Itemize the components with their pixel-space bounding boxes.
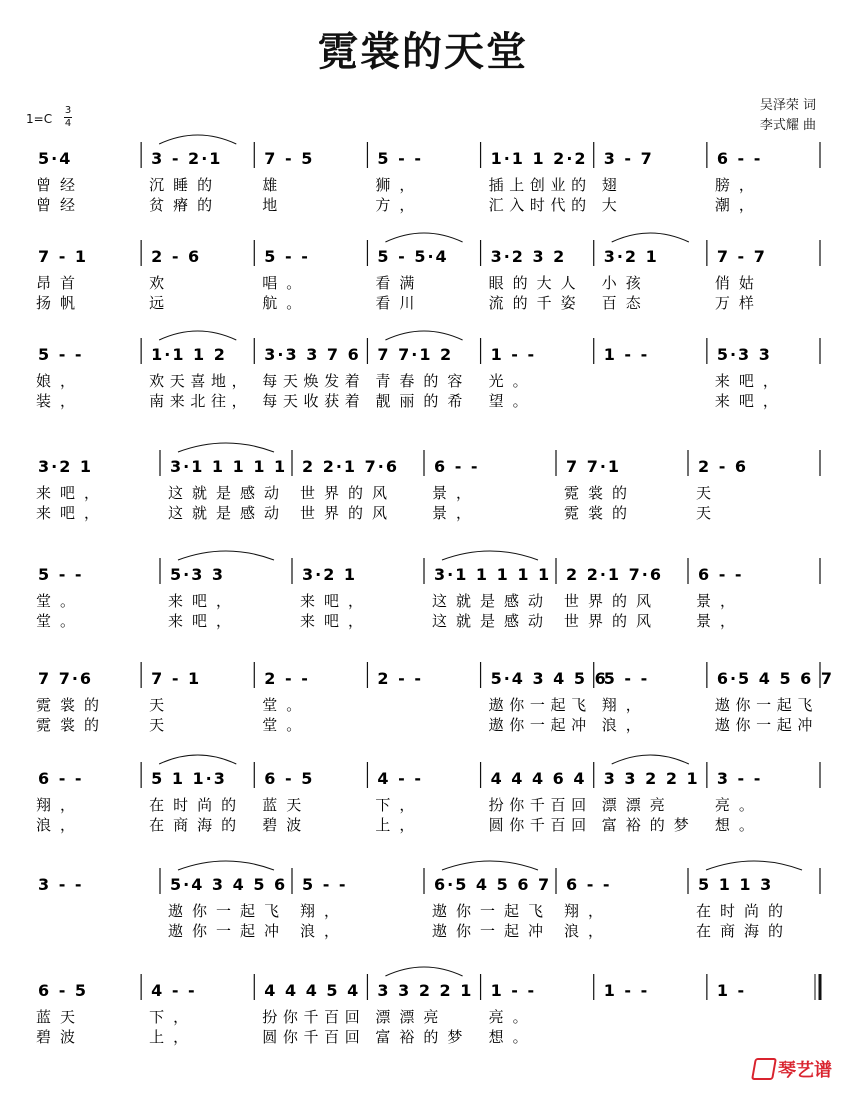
lyric-verse-2: 浪， (601, 716, 650, 734)
lyric-verse-2: 遨你一起冲 (488, 716, 592, 734)
lyric-verse-2: 曾经 (36, 196, 85, 214)
lyric-verse-2: 天 (696, 504, 721, 522)
slur (178, 551, 274, 560)
measure-notes: 1 - (716, 981, 747, 1000)
lyric-verse-1: 翔， (601, 696, 650, 714)
lyric-verse-2: 大 (601, 196, 626, 214)
slur (442, 861, 538, 870)
lyric-verse-2: 碧波 (36, 1028, 85, 1046)
lyric-verse-1: 俏姑 (714, 274, 763, 292)
qinyipu-logo-icon (751, 1058, 777, 1080)
measure-notes: 3·1 1 1 1 1 (170, 457, 288, 476)
measure-notes: 5·3 3 (716, 345, 772, 364)
slur (442, 551, 538, 560)
lyric-verse-1: 青春的容 (375, 372, 472, 390)
measure-notes: 4 4 4 5 4 (264, 981, 361, 1000)
lyric-verse-1: 景， (432, 484, 481, 502)
lyric-verse-2: 潮， (714, 196, 763, 214)
measure-notes: 3·3 3 7 6 (264, 345, 361, 364)
measure-notes: 3·2 3 2 (490, 247, 567, 266)
lyric-verse-2: 霓裳的 (36, 716, 109, 734)
lyric-verse-1: 来吧， (300, 592, 373, 610)
lyric-verse-1: 来吧， (36, 484, 109, 502)
lyric-verse-1: 看满 (375, 274, 424, 292)
measure-notes: 3 3 2 2 1 (377, 981, 474, 1000)
lyric-verse-2: 望。 (488, 392, 537, 410)
lyric-verse-1: 这就是感动 (168, 484, 289, 502)
lyricist-credit: 吴泽荣 词 (759, 98, 816, 113)
lyric-verse-1: 这就是感动 (432, 592, 553, 610)
lyric-verse-1: 膀， (714, 176, 763, 194)
lyric-verse-1: 小孩 (601, 274, 650, 292)
measure-notes: 5 1 1 3 (698, 875, 774, 894)
measure-notes: 7 - 1 (38, 247, 89, 266)
measure-notes: 2 - 6 (151, 247, 202, 266)
slur (385, 967, 462, 976)
lyric-verse-2: 世界的风 (300, 504, 397, 522)
lyric-verse-1: 亮。 (714, 796, 763, 814)
song-title: 霓裳的天堂 (318, 29, 528, 75)
lyric-verse-1: 娘， (36, 372, 85, 390)
lyric-verse-2: 天 (149, 716, 174, 734)
measure-notes: 1 - - (490, 981, 537, 1000)
lyric-verse-2: 圆你千百回 (488, 816, 592, 834)
lyric-verse-2: 南来北往， (149, 392, 253, 410)
measure-notes: 5·4 3 4 5 6 (170, 875, 288, 894)
lyric-verse-1: 天 (696, 484, 721, 502)
lyric-verse-2: 浪， (564, 922, 613, 940)
key-signature: 1=C (26, 112, 53, 126)
measure-notes: 2 2·1 7·6 (566, 565, 663, 584)
measure-notes: 5·3 3 (170, 565, 226, 584)
measure-notes: 3 - - (38, 875, 84, 894)
lyric-verse-2: 在商海的 (149, 816, 246, 834)
lyric-verse-1: 遨你一起飞 (168, 902, 289, 920)
lyric-verse-1: 下， (375, 796, 424, 814)
lyric-verse-2: 百态 (601, 294, 650, 312)
lyric-verse-1: 翔， (300, 902, 349, 920)
lyric-verse-2: 远 (149, 294, 174, 312)
lyric-verse-1: 在时尚的 (696, 902, 793, 920)
measure-notes: 5 - - (38, 565, 84, 584)
measure-notes: 3·2 1 (38, 457, 94, 476)
measure-notes: 7 7·6 (38, 669, 94, 688)
measure-notes: 3·2 1 (302, 565, 358, 584)
lyric-verse-1: 每天焕发着 (262, 372, 366, 390)
lyric-verse-1: 光。 (488, 372, 537, 390)
lyric-verse-2: 景， (696, 612, 745, 630)
measure-notes: 5 1 1·3 (151, 769, 227, 788)
lyric-verse-1: 天 (149, 696, 174, 714)
slur (178, 443, 274, 452)
lyric-verse-2: 富裕的梦 (375, 1028, 472, 1046)
lyric-verse-2: 霓裳的 (564, 504, 637, 522)
time-signature-top: 3 (64, 105, 72, 116)
lyric-verse-1: 漂漂亮 (375, 1008, 448, 1026)
measure-notes: 4 4 4 6 4 (490, 769, 587, 788)
lyric-verse-2: 上， (375, 816, 424, 834)
lyric-verse-2: 浪， (36, 816, 85, 834)
lyric-verse-1: 眼的大人 (488, 274, 585, 292)
lyric-verse-2: 景， (432, 504, 481, 522)
lyric-verse-2: 想。 (488, 1028, 537, 1046)
lyric-verse-2: 靓丽的希 (375, 392, 472, 410)
lyric-verse-2: 这就是感动 (168, 504, 289, 522)
measure-notes: 2 2·1 7·6 (302, 457, 399, 476)
lyric-verse-1: 欢天喜地， (149, 372, 253, 390)
lyric-verse-2: 地 (262, 196, 287, 214)
measure-notes: 6 - - (434, 457, 480, 476)
measure-notes: 6 - 5 (38, 981, 89, 1000)
lyric-verse-1: 堂。 (36, 592, 85, 610)
measure-notes: 2 - - (264, 669, 310, 688)
measure-notes: 6 - - (716, 149, 763, 168)
lyric-verse-1: 遨你一起飞 (488, 696, 592, 714)
measure-notes: 1 - - (490, 345, 537, 364)
measure-notes: 6·5 4 5 6 7 (434, 875, 552, 894)
watermark-text: 琴艺谱 (778, 1060, 832, 1081)
lyric-verse-2: 浪， (300, 922, 349, 940)
measure-notes: 3 3 2 2 1 (603, 769, 700, 788)
lyric-verse-1: 来吧， (168, 592, 241, 610)
lyric-verse-1: 景， (696, 592, 745, 610)
lyric-verse-1: 翅 (601, 176, 626, 194)
lyric-verse-2: 来吧， (300, 612, 373, 630)
slur (178, 861, 274, 870)
measure-notes: 6 - 5 (264, 769, 315, 788)
lyric-verse-1: 翔， (36, 796, 85, 814)
measure-notes: 7 - 1 (151, 669, 202, 688)
lyric-verse-1: 漂漂亮 (601, 796, 674, 814)
lyric-verse-2: 汇入时代的 (488, 196, 592, 214)
lyric-verse-1: 霓裳的 (564, 484, 637, 502)
watermark (753, 1056, 832, 1082)
measure-notes: 6 - - (38, 769, 84, 788)
slur (159, 331, 236, 340)
lyric-verse-2: 富裕的梦 (601, 816, 698, 834)
measure-notes: 5 - - (38, 345, 84, 364)
lyric-verse-2: 这就是感动 (432, 612, 553, 630)
measure-notes: 6 - - (698, 565, 744, 584)
lyric-verse-1: 沉睡的 (149, 176, 222, 194)
measure-notes: 7 - 7 (716, 247, 767, 266)
lyric-verse-2: 贫瘠的 (149, 196, 222, 214)
measure-notes: 3 - - (716, 769, 763, 788)
lyric-verse-1: 蓝天 (262, 796, 311, 814)
composer-credit: 李式耀 曲 (759, 118, 816, 133)
lyric-verse-2: 装， (36, 392, 85, 410)
slur (159, 755, 236, 764)
lyric-verse-1: 遨你一起飞 (432, 902, 553, 920)
time-signature-bottom: 4 (64, 118, 72, 129)
lyric-verse-1: 下， (149, 1008, 198, 1026)
measure-notes: 1 - - (603, 981, 650, 1000)
lyric-verse-1: 曾经 (36, 176, 85, 194)
lyric-verse-1: 遨你一起飞 (714, 696, 819, 714)
measure-notes: 3 - 2·1 (151, 149, 223, 168)
lyric-verse-1: 昂首 (36, 274, 85, 292)
measure-notes: 1·1 1 2·2 (490, 149, 588, 168)
lyric-verse-1: 世界的风 (564, 592, 661, 610)
measure-notes: 6 - - (566, 875, 612, 894)
slur (159, 135, 236, 144)
measure-notes: 2 - - (377, 669, 423, 688)
measure-notes: 3·2 1 (603, 247, 659, 266)
lyric-verse-2: 想。 (714, 816, 763, 834)
lyric-verse-1: 雄 (262, 176, 287, 194)
lyric-verse-1: 插上创业的 (488, 176, 592, 194)
lyric-verse-2: 在商海的 (696, 922, 793, 940)
lyric-verse-2: 来吧， (36, 504, 109, 522)
lyric-verse-1: 亮。 (488, 1008, 537, 1026)
lyric-verse-1: 唱。 (262, 274, 311, 292)
lyric-verse-1: 蓝天 (36, 1008, 85, 1026)
lyric-verse-2: 堂。 (36, 612, 85, 630)
measure-notes: 5·4 3 4 5 6 (490, 669, 608, 688)
measure-notes: 4 - - (377, 769, 423, 788)
measure-notes: 5 - 5·4 (377, 247, 449, 266)
lyric-verse-2: 流的千姿 (488, 294, 585, 312)
lyric-verse-2: 扬帆 (36, 294, 85, 312)
lyric-verse-2: 看川 (375, 294, 424, 312)
lyric-verse-1: 霓裳的 (36, 696, 109, 714)
measure-notes: 5 - - (264, 247, 310, 266)
measure-notes: 5 - - (603, 669, 650, 688)
lyric-verse-1: 欢 (149, 274, 174, 292)
lyric-verse-2: 每天收获着 (262, 392, 366, 410)
lyric-verse-2: 万样 (714, 294, 763, 312)
slur (385, 233, 462, 242)
measure-notes: 5 - - (377, 149, 423, 168)
lyric-verse-2: 来吧， (168, 612, 241, 630)
measure-notes: 7 7·1 2 (377, 345, 454, 364)
lyric-verse-2: 来吧， (714, 392, 787, 410)
lyric-verse-2: 上， (149, 1028, 198, 1046)
slur (612, 755, 689, 764)
lyric-verse-1: 堂。 (262, 696, 311, 714)
measure-notes: 4 - - (151, 981, 197, 1000)
measure-notes: 1·1 1 2 (151, 345, 227, 364)
measure-notes: 2 - 6 (698, 457, 749, 476)
measure-notes: 1 - - (603, 345, 650, 364)
lyric-verse-1: 扮你千百回 (488, 796, 592, 814)
lyric-verse-2: 世界的风 (564, 612, 661, 630)
measure-notes: 7 - 5 (264, 149, 315, 168)
lyric-verse-2: 碧波 (262, 816, 311, 834)
measure-notes: 3 - 7 (603, 149, 654, 168)
lyric-verse-2: 遨你一起冲 (714, 716, 819, 734)
measure-notes: 3·1 1 1 1 1 (434, 565, 552, 584)
lyric-verse-1: 扮你千百回 (262, 1008, 366, 1026)
slur (612, 233, 689, 242)
slur (385, 331, 462, 340)
lyric-verse-2: 圆你千百回 (262, 1028, 366, 1046)
lyric-verse-2: 堂。 (262, 716, 311, 734)
lyric-verse-1: 世界的风 (300, 484, 397, 502)
lyric-verse-1: 狮， (375, 176, 424, 194)
lyric-verse-2: 航。 (262, 294, 311, 312)
lyric-verse-2: 遨你一起冲 (168, 922, 289, 940)
lyric-verse-1: 在时尚的 (149, 796, 246, 814)
measure-notes: 5 - - (302, 875, 348, 894)
measure-notes: 7 7·1 (566, 457, 622, 476)
measure-notes: 5·4 (38, 149, 73, 168)
measure-notes: 6·5 4 5 6 7 (716, 669, 835, 688)
slur (706, 861, 802, 870)
lyric-verse-1: 翔， (564, 902, 613, 920)
lyric-verse-2: 方， (375, 196, 424, 214)
lyric-verse-2: 遨你一起冲 (432, 922, 553, 940)
lyric-verse-1: 来吧， (714, 372, 787, 390)
